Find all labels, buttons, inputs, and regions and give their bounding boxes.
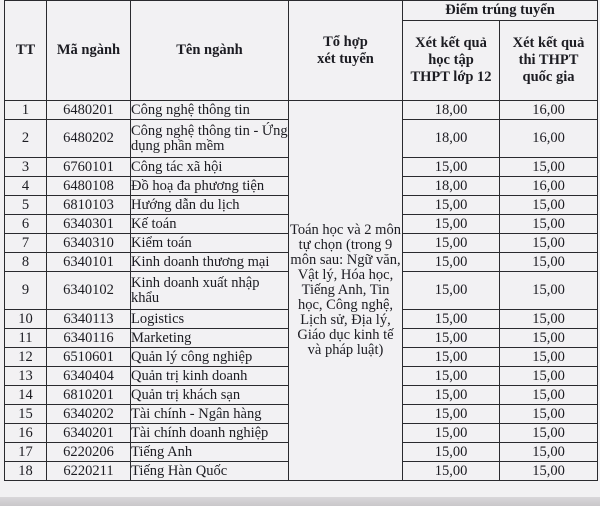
header-hoc-tap-line1: Xét kết quả <box>415 35 487 51</box>
cell-tt: 15 <box>5 405 47 424</box>
cell-name: Kinh doanh xuất nhập khẩu <box>131 272 289 310</box>
header-ma-nganh: Mã ngành <box>47 1 131 101</box>
header-hoc-tap-line3: THPT lớp 12 <box>410 69 492 85</box>
cell-name: Kiểm toán <box>131 234 289 253</box>
cell-name: Tài chính - Ngân hàng <box>131 405 289 424</box>
cell-thi: 15,00 <box>500 348 598 367</box>
header-thi-line1: Xét kết quả <box>512 35 585 51</box>
cell-name: Kinh doanh thương mại <box>131 253 289 272</box>
cell-code: 6340301 <box>47 215 131 234</box>
cell-code: 6220206 <box>47 443 131 462</box>
cell-tt: 16 <box>5 424 47 443</box>
cell-tt: 12 <box>5 348 47 367</box>
cell-thi: 16,00 <box>500 101 598 120</box>
cell-thi: 15,00 <box>500 405 598 424</box>
cell-code: 6810103 <box>47 196 131 215</box>
cell-tt: 17 <box>5 443 47 462</box>
header-to-hop <box>289 1 403 101</box>
cell-hoc-tap: 15,00 <box>403 253 500 272</box>
cell-name: Đồ hoạ đa phương tiện <box>131 177 289 196</box>
cell-tt: 13 <box>5 367 47 386</box>
cell-tt: 9 <box>5 272 47 310</box>
cell-thi: 15,00 <box>500 272 598 310</box>
cell-code: 6340101 <box>47 253 131 272</box>
cell-name: Marketing <box>131 329 289 348</box>
cell-thi: 15,00 <box>500 253 598 272</box>
cell-hoc-tap: 18,00 <box>403 177 500 196</box>
cell-tt: 1 <box>5 101 47 120</box>
cell-tt: 5 <box>5 196 47 215</box>
header-thi-line3: quốc gia <box>522 69 575 85</box>
cell-name: Quản lý công nghiệp <box>131 348 289 367</box>
cell-hoc-tap: 15,00 <box>403 310 500 329</box>
cell-name: Tiếng Anh <box>131 443 289 462</box>
cell-tt: 11 <box>5 329 47 348</box>
table-row <box>5 101 598 120</box>
header-diem-trung-tuyen: Điểm trúng tuyển <box>403 1 598 21</box>
cell-thi: 15,00 <box>500 386 598 405</box>
cell-tt: 14 <box>5 386 47 405</box>
cell-thi: 15,00 <box>500 424 598 443</box>
cell-thi: 15,00 <box>500 443 598 462</box>
cell-tt: 2 <box>5 120 47 158</box>
cell-hoc-tap: 15,00 <box>403 215 500 234</box>
cell-hoc-tap: 18,00 <box>403 101 500 120</box>
cell-thi: 15,00 <box>500 196 598 215</box>
header-tt: TT <box>5 1 47 101</box>
cell-thi: 15,00 <box>500 215 598 234</box>
cell-code: 6480201 <box>47 101 131 120</box>
cell-tt: 7 <box>5 234 47 253</box>
cell-to-hop-xet-tuyen: Toán học và 2 môn tự chọn (trong 9 môn sau: Ngữ văn, Vật lý, Hóa học, Tiếng Anh, Tin học, Công nghệ, Lịch sử, Địa lý, Giáo dục kinh tế và pháp luật) <box>289 101 403 481</box>
header-thi-line2: thi THPT <box>518 52 579 68</box>
cell-hoc-tap: 15,00 <box>403 329 500 348</box>
cell-hoc-tap: 15,00 <box>403 158 500 177</box>
cell-tt: 10 <box>5 310 47 329</box>
header-thi <box>500 21 598 101</box>
cell-hoc-tap: 15,00 <box>403 405 500 424</box>
cell-code: 6340102 <box>47 272 131 310</box>
cell-code: 6480202 <box>47 120 131 158</box>
cell-hoc-tap: 15,00 <box>403 234 500 253</box>
cell-hoc-tap: 15,00 <box>403 367 500 386</box>
cell-code: 6340310 <box>47 234 131 253</box>
cell-hoc-tap: 15,00 <box>403 348 500 367</box>
cell-thi: 15,00 <box>500 310 598 329</box>
cell-hoc-tap: 15,00 <box>403 443 500 462</box>
cell-thi: 15,00 <box>500 367 598 386</box>
cell-name: Công tác xã hội <box>131 158 289 177</box>
header-hoc-tap <box>403 21 500 101</box>
admission-score-table <box>4 0 598 481</box>
cell-name: Công nghệ thông tin <box>131 101 289 120</box>
cell-name: Tiếng Hàn Quốc <box>131 462 289 481</box>
cell-thi: 15,00 <box>500 234 598 253</box>
header-hoc-tap-line2: học tập <box>428 52 474 68</box>
cell-code: 6510601 <box>47 348 131 367</box>
cell-hoc-tap: 15,00 <box>403 424 500 443</box>
cell-code: 6340113 <box>47 310 131 329</box>
cell-thi: 15,00 <box>500 158 598 177</box>
header-ten-nganh: Tên ngành <box>131 1 289 101</box>
cell-name: Logistics <box>131 310 289 329</box>
cell-thi: 16,00 <box>500 177 598 196</box>
cell-hoc-tap: 15,00 <box>403 196 500 215</box>
cell-hoc-tap: 15,00 <box>403 386 500 405</box>
cell-code: 6340404 <box>47 367 131 386</box>
cell-code: 6340202 <box>47 405 131 424</box>
cell-hoc-tap: 15,00 <box>403 462 500 481</box>
cell-code: 6810201 <box>47 386 131 405</box>
table-body <box>5 101 598 481</box>
cell-tt: 6 <box>5 215 47 234</box>
cell-name: Quản trị khách sạn <box>131 386 289 405</box>
cell-code: 6340201 <box>47 424 131 443</box>
page-edge-shadow <box>0 497 600 506</box>
cell-name: Kế toán <box>131 215 289 234</box>
header-to-hop-line1: Tổ hợp <box>323 33 368 50</box>
cell-name: Quản trị kinh doanh <box>131 367 289 386</box>
cell-name: Hướng dẫn du lịch <box>131 196 289 215</box>
cell-code: 6340116 <box>47 329 131 348</box>
cell-code: 6220211 <box>47 462 131 481</box>
cell-code: 6760101 <box>47 158 131 177</box>
cell-name: Công nghệ thông tin - Ứng dụng phần mềm <box>131 120 289 158</box>
cell-thi: 15,00 <box>500 329 598 348</box>
cell-hoc-tap: 15,00 <box>403 272 500 310</box>
cell-tt: 4 <box>5 177 47 196</box>
header-to-hop-line2: xét tuyển <box>317 50 374 67</box>
cell-code: 6480108 <box>47 177 131 196</box>
cell-tt: 18 <box>5 462 47 481</box>
cell-tt: 8 <box>5 253 47 272</box>
cell-thi: 15,00 <box>500 462 598 481</box>
cell-hoc-tap: 18,00 <box>403 120 500 158</box>
cell-thi: 16,00 <box>500 120 598 158</box>
cell-name: Tài chính doanh nghiệp <box>131 424 289 443</box>
cell-tt: 3 <box>5 158 47 177</box>
